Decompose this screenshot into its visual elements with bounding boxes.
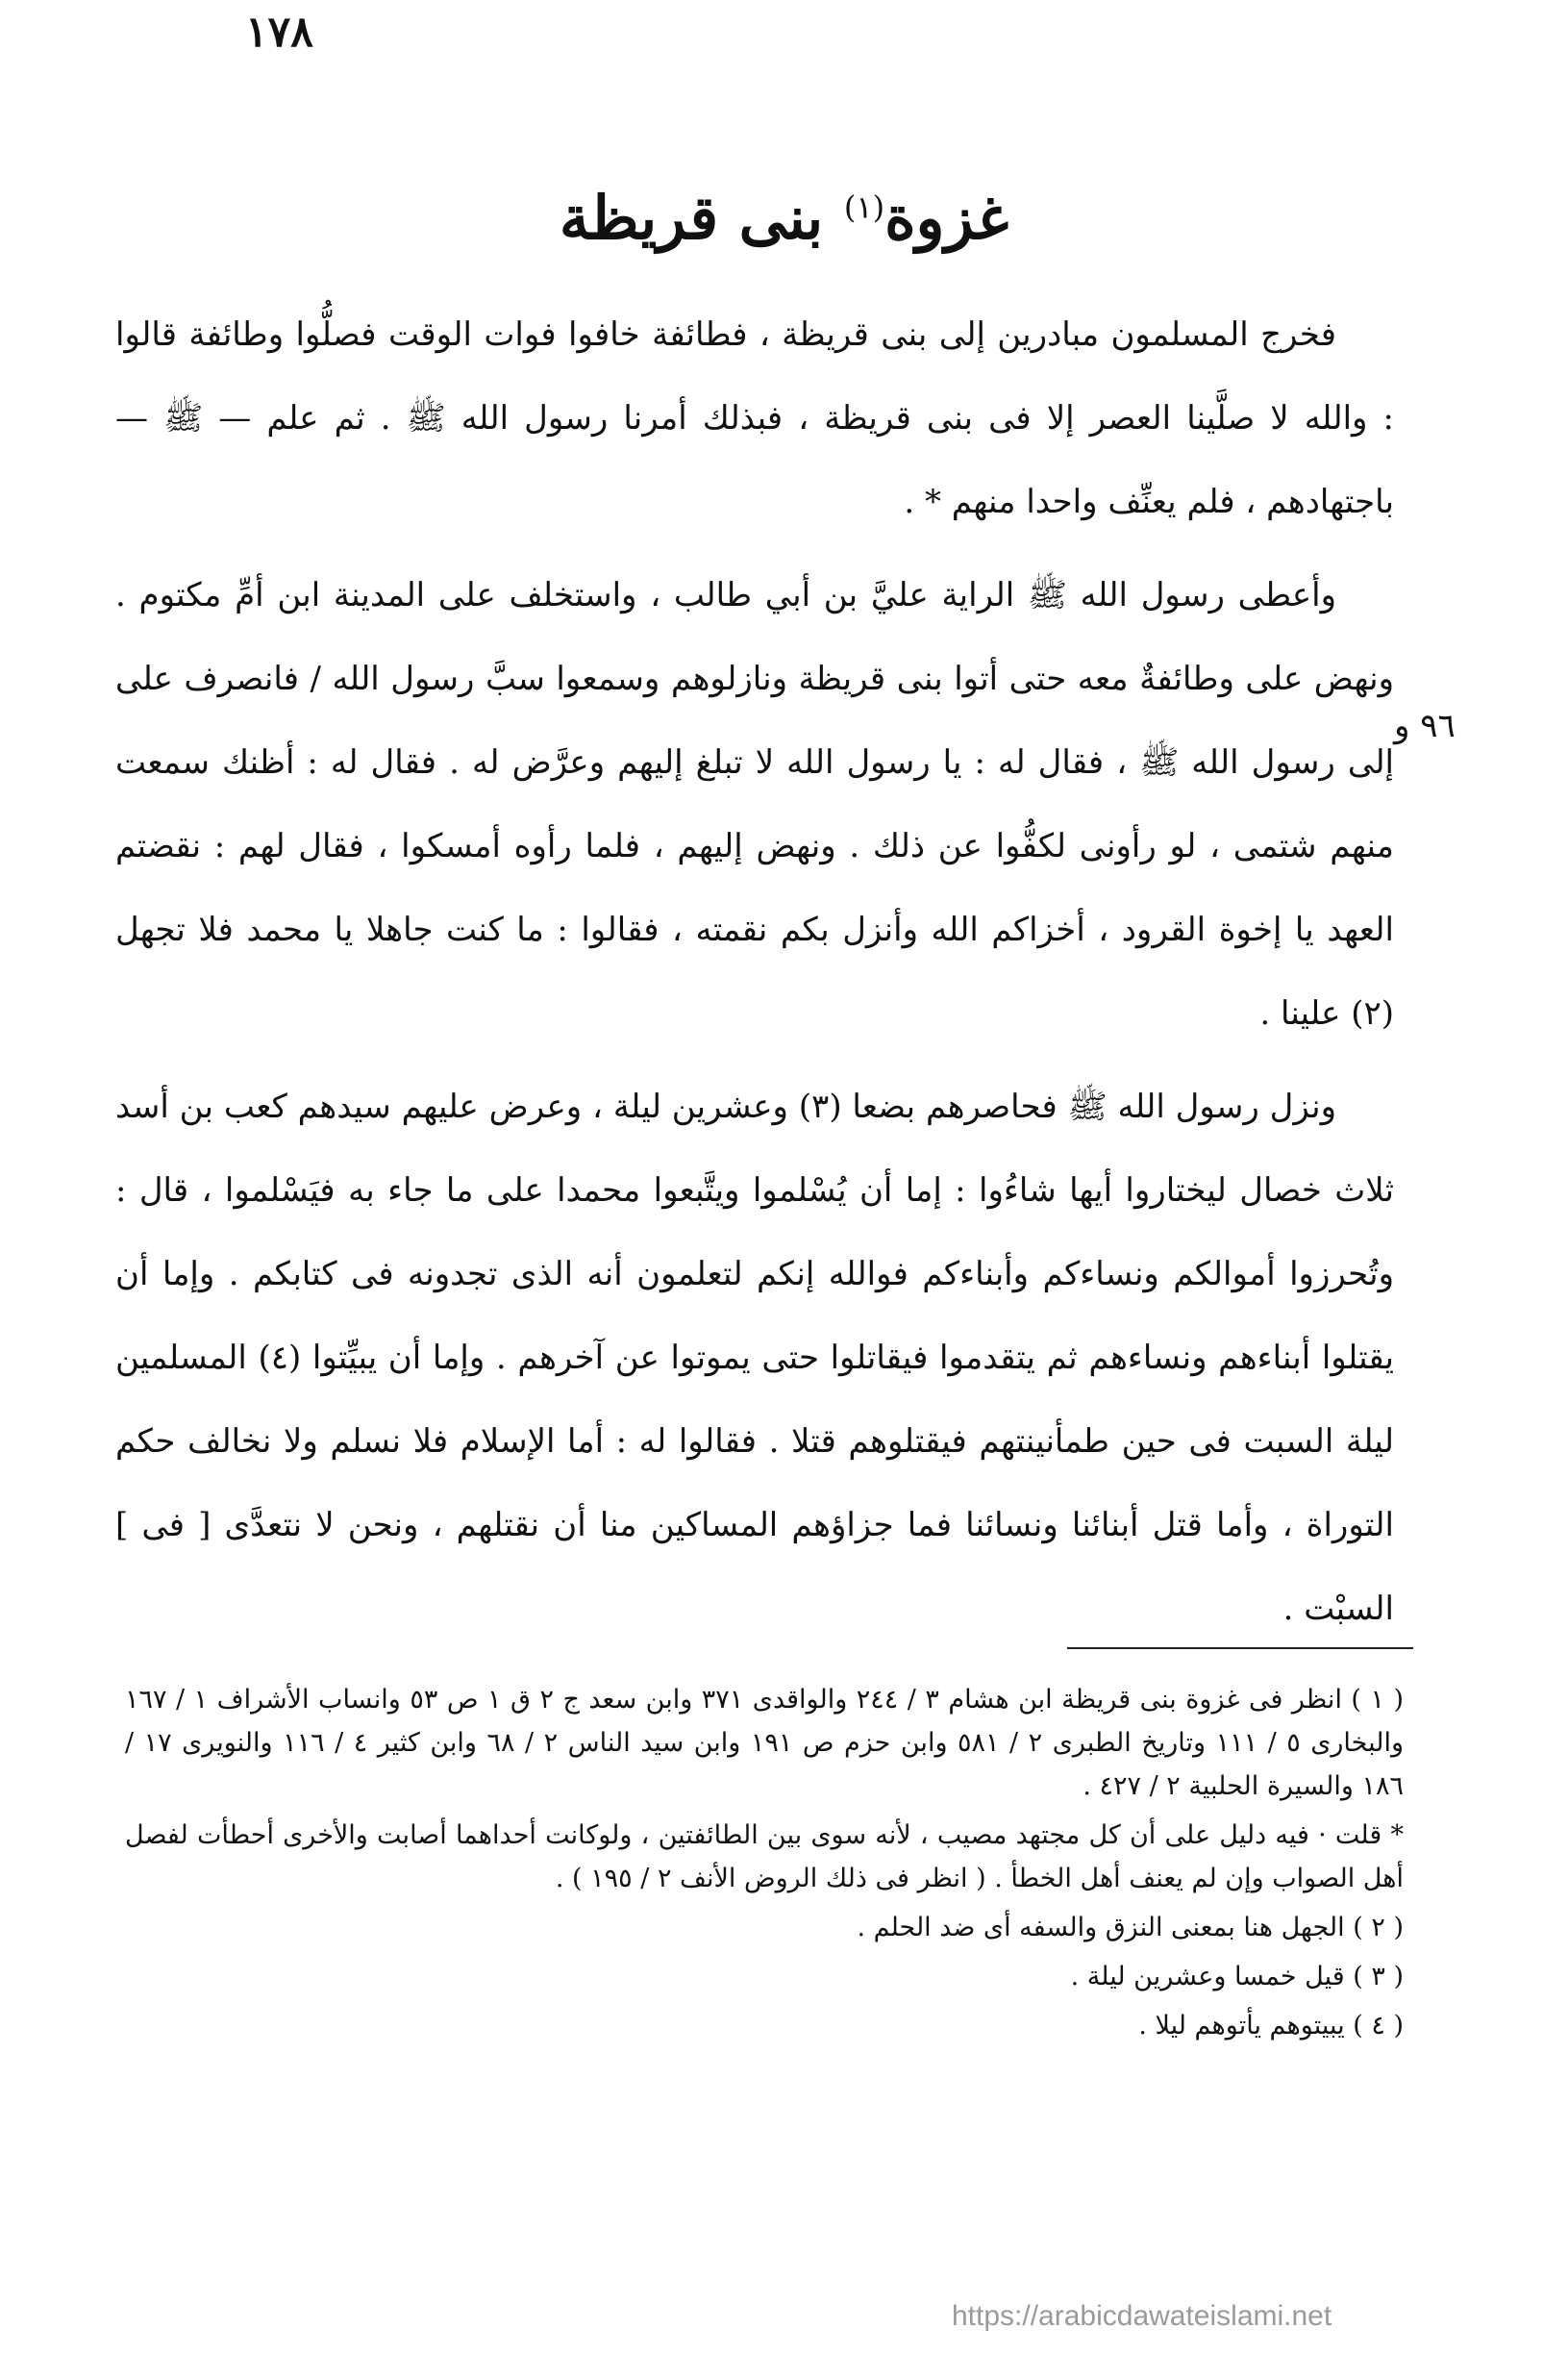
- footnote: ( ٣ ) قيل خمسا وعشرين ليلة .: [1070, 1962, 1404, 1991]
- footnote: * قلت · فيه دليل على أن كل مجتهد مصيب ، لأنه سوى بين الطائفتين ، ولوكانت أحداهما أصابت والأخرى أحطأت لفصل أهل الصواب وإن لم يعنف أهل الخطأ . ( انظر فى ذلك الروض الأنف ٢ / ١٩٥ ) .: [125, 1820, 1404, 1893]
- paragraph: فخرج المسلمون مبادرين إلى بنى قريظة ، فطائفة خافوا فوات الوقت فصلُّوا وطائفة قالوا : والله لا صلَّينا العصر إلا فى بنى قريظة ، فبذلك أمرنا رسول الله ﷺ . ثم علم — ﷺ — باجتهادهم ، فلم يعنِّف واحدا منهم * .: [115, 315, 1394, 521]
- paragraph: وأعطى رسول الله ﷺ الراية عليَّ بن أبي طالب ، واستخلف على المدينة ابن أمِّ مكتوم . ونهض على وطائفةٌ معه حتى أتوا بنى قريظة ونازلوهم وسمعوا سبَّ رسول الله / فانصرف على إلى رسول الله ﷺ ، فقال له : يا رسول الله لا تبلغ إليهم وعرَّض له . فقال له : أظنك سمعت منهم شتمى ، لو رأونى لكفُّوا عن ذلك . ونهض إليهم ، فلما رأوه أمسكوا ، فقال لهم : نقضتم العهد يا إخوة القرود ، أخزاكم الله وأنزل بكم نقمته ، فقالوا : ما كنت جاهلا يا محمد فلا تجهل (٢) علينا .: [115, 576, 1394, 1033]
- title-footnote-marker: (١): [843, 188, 885, 226]
- chapter-title: [0, 183, 1568, 253]
- footnote: ( ١ ) انظر فى غزوة بنى قريظة ابن هشام ٣ / ٢٤٤ والواقدى ٣٧١ وابن سعد ج ٢ ق ١ ص ٥٣ وانساب الأشراف ١ / ١٦٧ والبخارى ٥ / ١١١ وتاريخ الطبرى ٢ / ٥٨١ وابن حزم ص ١٩١ وابن سيد الناس ٢ / ٦٨ وابن كثير ٤ / ١١٦ والنويرى ١٧ / ١٨٦ والسيرة الحلبية ٢ / ٤٢٧ .: [125, 1685, 1405, 1801]
- footnote: ( ٤ ) يبيتوهم يأتوهم ليلا .: [1138, 2011, 1404, 2041]
- footnote-divider: [1067, 1647, 1413, 1649]
- main-text: [115, 293, 1394, 1651]
- manuscript-folio-note: ٩٦ و: [1394, 707, 1456, 745]
- title-word: غزوة: [884, 183, 1009, 253]
- footnote: ( ٢ ) الجهل هنا بمعنى النزق والسفه أى ضد الحلم .: [857, 1913, 1404, 1942]
- page-number: ١٧٨: [245, 8, 313, 57]
- paragraph: ونزل رسول الله ﷺ فحاصرهم بضعا (٣) وعشرين ليلة ، وعرض عليهم سيدهم كعب بن أسد ثلاث خصال ليختاروا أيها شاءُوا : إما أن يُسْلموا ويتَّبعوا محمدا على ما جاء به فيَسْلموا ، قال : وتُحرزوا أموالكم ونساءكم وأبناءكم فوالله إنكم لتعلمون أنه الذى تجدونه فى كتابكم . وإما أن يقتلوا أبناءهم ونساءهم ثم يتقدموا فيقاتلوا حتى يموتوا عن آخرهم . وإما أن يبيِّتوا (٤) المسلمين ليلة السبت فى حين طمأنينتهم فيقتلوهم قتلا . فقالوا له : أما الإسلام فلا نسلم ولا نخالف حكم التوراة ، وأما قتل أبنائنا ونسائنا فما جزاؤهم المساكين منا أن نقتلهم ، ونحن لا نتعدَّى [ فى ] السبْت .: [115, 1088, 1395, 1628]
- watermark-url: https://arabicdawateislami.net: [952, 2300, 1332, 2332]
- title-subject: بنى قريظة: [559, 183, 824, 253]
- footnotes: [125, 1678, 1404, 2053]
